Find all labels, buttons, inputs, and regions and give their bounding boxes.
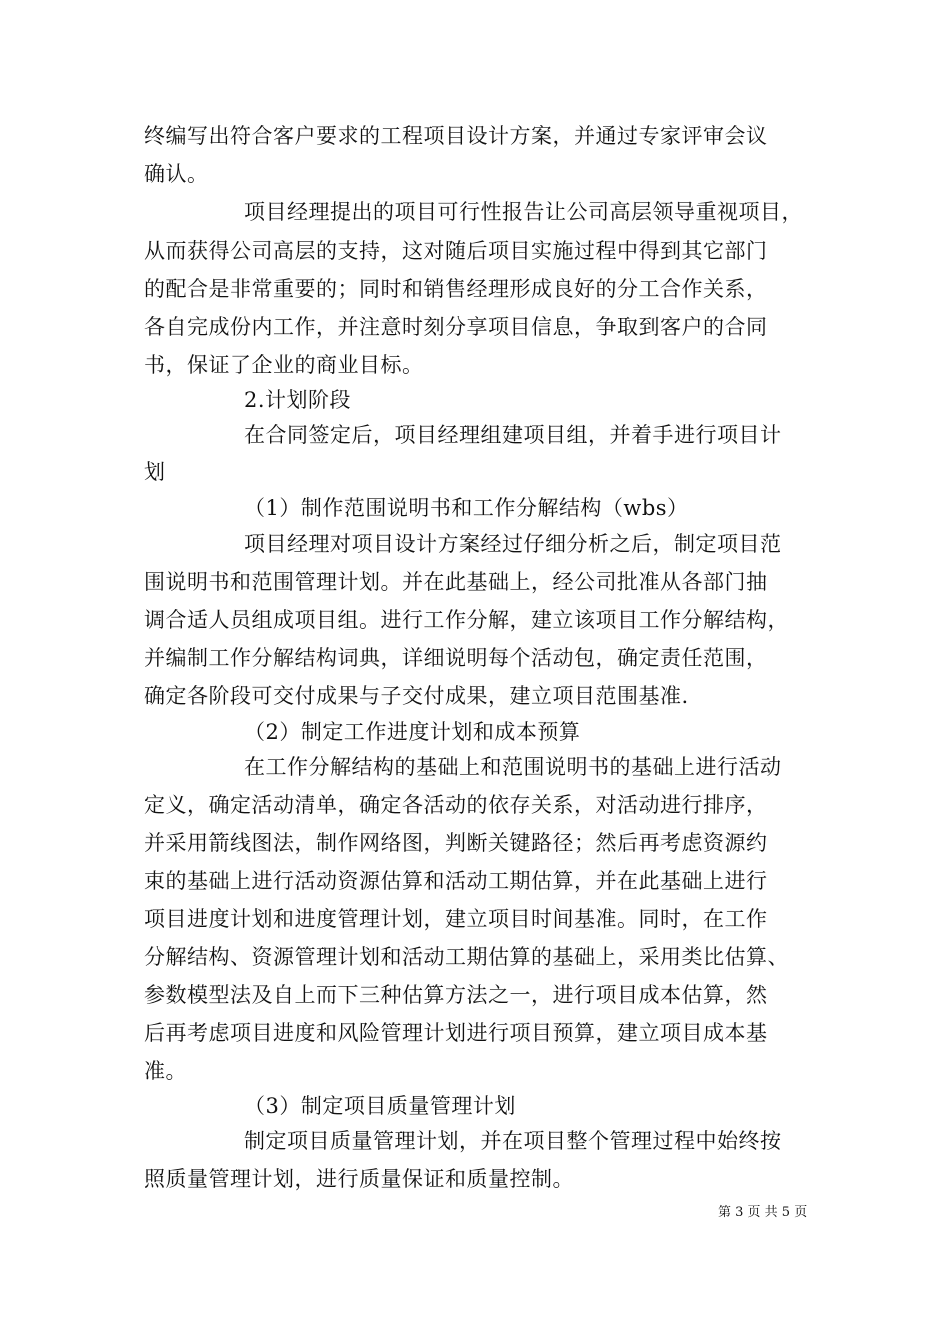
text-line: 确认。 <box>144 162 209 186</box>
text-line: 束的基础上进行活动资源估算和活动工期估算，并在此基础上进行 <box>144 869 768 893</box>
text-line: 书，保证了企业的商业目标。 <box>144 353 424 377</box>
subsection-heading: （3）制定项目质量管理计划 <box>244 1094 516 1118</box>
text-line: 的配合是非常重要的；同时和销售经理形成良好的分工合作关系， <box>144 277 768 301</box>
text-line: 在合同签定后，项目经理组建项目组，并着手进行项目计 <box>244 423 782 447</box>
text-line: 项目经理提出的项目可行性报告让公司高层领导重视项目， <box>244 200 803 224</box>
section-heading: 2.计划阶段 <box>244 388 352 412</box>
text-line: 在工作分解结构的基础上和范围说明书的基础上进行活动 <box>244 755 782 779</box>
text-line: 制定项目质量管理计划，并在项目整个管理过程中始终按 <box>244 1129 782 1153</box>
text-line: 从而获得公司高层的支持，这对随后项目实施过程中得到其它部门 <box>144 239 768 263</box>
text-line: 参数模型法及自上而下三种估算方法之一，进行项目成本估算，然 <box>144 983 768 1007</box>
text-line: 并编制工作分解结构词典，详细说明每个活动包，确定责任范围， <box>144 646 768 670</box>
text-line: 并采用箭线图法，制作网络图，判断关键路径；然后再考虑资源约 <box>144 831 768 855</box>
text-line: 围说明书和范围管理计划。并在此基础上，经公司批准从各部门抽 <box>144 570 768 594</box>
text-line: 终编写出符合客户要求的工程项目设计方案，并通过专家评审会议 <box>144 124 768 148</box>
text-line: 定义，确定活动清单，确定各活动的依存关系，对活动进行排序， <box>144 793 768 817</box>
text-line: 照质量管理计划，进行质量保证和质量控制。 <box>144 1167 574 1191</box>
text-line: 项目经理对项目设计方案经过仔细分析之后，制定项目范 <box>244 532 782 556</box>
text-line: 确定各阶段可交付成果与子交付成果，建立项目范围基准. <box>144 684 689 708</box>
subsection-heading: （1）制作范围说明书和工作分解结构（wbs） <box>244 496 689 520</box>
page-number: 第 3 页 共 5 页 <box>718 1205 808 1220</box>
subsection-heading: （2）制定工作进度计划和成本预算 <box>244 720 581 744</box>
text-line: 划 <box>144 460 166 484</box>
text-line: 调合适人员组成项目组。进行工作分解，建立该项目工作分解结构， <box>144 608 789 632</box>
text-line: 准。 <box>144 1059 187 1083</box>
text-line: 各自完成份内工作，并注意时刻分享项目信息，争取到客户的合同 <box>144 315 768 339</box>
text-line: 项目进度计划和进度管理计划，建立项目时间基准。同时，在工作 <box>144 907 768 931</box>
text-line: 分解结构、资源管理计划和活动工期估算的基础上，采用类比估算、 <box>144 945 789 969</box>
text-line: 后再考虑项目进度和风险管理计划进行项目预算，建立项目成本基 <box>144 1021 768 1045</box>
